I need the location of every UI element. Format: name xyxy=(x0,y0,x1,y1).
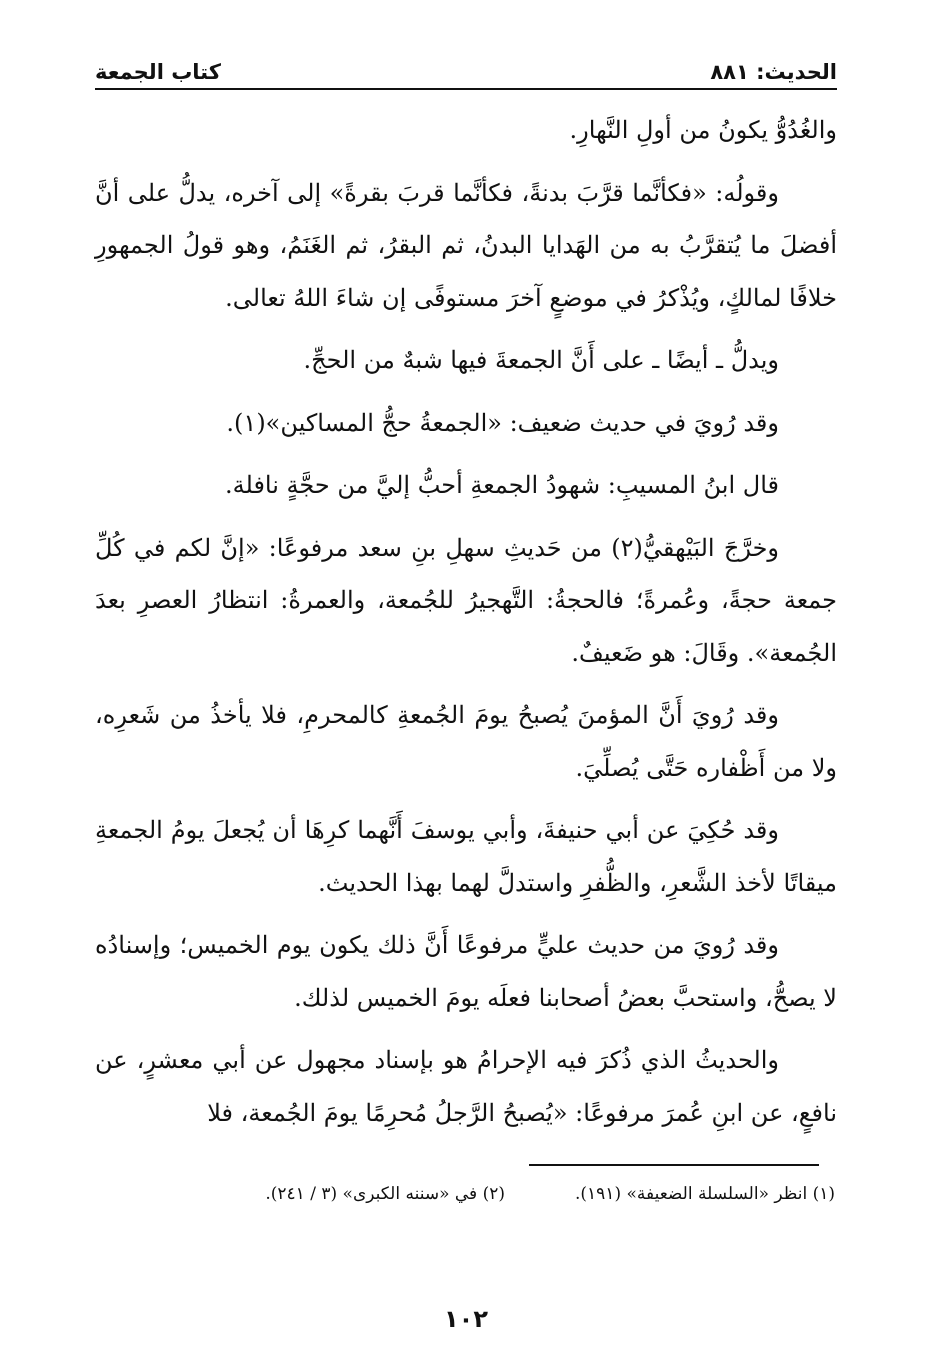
paragraph: وخرَّجَ البَيْهقيُّ(٢) من حَديثِ سهلِ بنِ سعد مرفوعًا: «إنَّ لكم في كُلِّ جمعة حجةً، وعُمرةً؛ فالحجةُ: التَّهجيرُ للجُمعة، والعمرةُ: انتظارُ العصرِ بعدَ الجُمعة». وقَالَ: هو ضَعيفٌ. xyxy=(95,533,837,667)
paragraph: والحديثُ الذي ذُكرَ فيه الإحرامُ هو بإسناد مجهول عن أبي معشرٍ، عن نافعٍ، عن ابنِ عُمرَ مرفوعًا: «يُصبحُ الرَّجلُ مُحرِمًا يومَ الجُمعة، فلا xyxy=(95,1046,837,1127)
book-title: كتاب الجمعة xyxy=(95,60,221,84)
footnote-2: (٢) في «سننه الكبرى» (٣ / ٢٤١). xyxy=(265,1184,505,1204)
paragraph: وقد حُكِيَ عن أبي حنيفةَ، وأبي يوسفَ أَنَّهما كرِهَا أن يُجعلَ يومُ الجمعةِ ميقاتًا لأخذ الشَّعرِ، والظُّفرِ واستدلَّ لهما بهذا الحديث. xyxy=(95,816,837,897)
running-header xyxy=(95,50,837,90)
page-number: ١٠٢ xyxy=(444,1305,488,1333)
paragraph: ويدلُّ ـ أيضًا ـ على أَنَّ الجمعةَ فيها شبهٌ من الحجِّ. xyxy=(303,346,779,374)
footnote-1: (١) انظر «السلسلة الضعيفة» (١٩١). xyxy=(575,1184,835,1204)
paragraph: قال ابنُ المسيبِ: شهودُ الجمعةِ أحبُّ إليَّ من حجَّةٍ نافلة. xyxy=(225,471,779,499)
paragraph: وقد رُويَ أَنَّ المؤمنَ يُصبحُ يومَ الجُمعةِ كالمحرمِ، فلا يأخذُ من شَعرِه، ولا من أَظْفاره حَتَّى يُصلِّيَ. xyxy=(95,701,837,782)
hadith-number: الحديث: ٨٨١ xyxy=(710,60,837,84)
paragraph: والغُدُوُّ يكونُ من أولِ النَّهارِ. xyxy=(569,116,837,144)
footnote-separator xyxy=(529,1164,819,1166)
paragraph: وقد رُويَ في حديث ضعيف: «الجمعةُ حجُّ المساكين»(١). xyxy=(226,408,779,437)
paragraph: وقولُه: «فكأنَّما قرَّبَ بدنةً، فكأنَّما قربَ بقرةً» إلى آخره، يدلُّ على أنَّ أفضلَ ما يُتقرَّبُ به من الهَدايا البدنُ، ثم البقرُ، ثم الغَنَمُ، وهو قولُ الجمهورِ خلافًا لمالكٍ، ويُذْكرُ في موضعٍ آخرَ مستوفًى إن شاءَ اللهُ تعالى. xyxy=(95,178,837,312)
paragraph: وقد رُويَ من حديث عليٍّ مرفوعًا أَنَّ ذلك يكون يوم الخميس؛ وإسنادُه لا يصحُّ، واستحبَّ بعضُ أصحابنا فعلَه يومَ الخميس لذلك. xyxy=(95,931,837,1012)
footnotes xyxy=(160,1180,835,1208)
main-text xyxy=(95,104,837,1149)
